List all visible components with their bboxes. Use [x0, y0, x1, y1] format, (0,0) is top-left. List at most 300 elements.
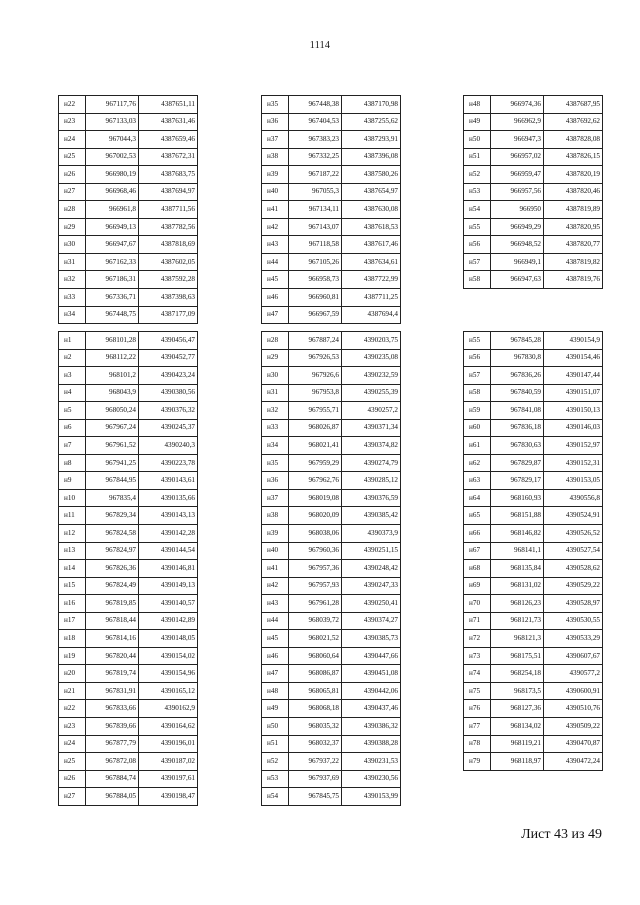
x-coordinate-cell: 967819,85 — [86, 595, 139, 613]
x-coordinate-cell: 967836,18 — [491, 419, 544, 437]
y-coordinate-cell: 4390533,29 — [544, 630, 603, 648]
x-coordinate-cell: 968101,2 — [86, 367, 139, 385]
point-id-cell: н79 — [464, 753, 491, 771]
y-coordinate-cell: 4390153,99 — [342, 788, 401, 806]
x-coordinate-cell: 967957,36 — [289, 560, 342, 578]
table-row — [59, 525, 198, 543]
point-id-cell: н50 — [262, 718, 289, 736]
x-coordinate-cell: 967818,44 — [86, 612, 139, 630]
point-id-cell: н23 — [59, 718, 86, 736]
point-id-cell: н7 — [59, 437, 86, 455]
y-coordinate-cell: 4390143,61 — [139, 472, 198, 490]
table-row — [262, 753, 401, 771]
y-coordinate-cell: 4390152,97 — [544, 437, 603, 455]
point-id-cell: н49 — [464, 113, 491, 131]
table-row — [464, 612, 603, 630]
point-id-cell: н60 — [464, 419, 491, 437]
x-coordinate-cell: 968135,84 — [491, 560, 544, 578]
point-id-cell: н51 — [464, 148, 491, 166]
table-row — [464, 682, 603, 700]
x-coordinate-cell: 967961,52 — [86, 437, 139, 455]
x-coordinate-cell: 966961,8 — [86, 201, 139, 219]
table-row — [59, 507, 198, 525]
y-coordinate-cell: 4387651,11 — [139, 96, 198, 114]
y-coordinate-cell: 4387826,15 — [544, 148, 603, 166]
table-row — [262, 542, 401, 560]
table-row — [464, 419, 603, 437]
y-coordinate-cell: 4387634,61 — [342, 253, 401, 271]
table-row — [262, 183, 401, 201]
point-id-cell: н28 — [59, 201, 86, 219]
x-coordinate-cell: 968039,72 — [289, 612, 342, 630]
y-coordinate-cell: 4390257,2 — [342, 402, 401, 420]
table-row — [59, 612, 198, 630]
y-coordinate-cell: 4390154,46 — [544, 349, 603, 367]
table-row — [262, 472, 401, 490]
y-coordinate-cell: 4387293,91 — [342, 131, 401, 149]
x-coordinate-cell: 967044,3 — [86, 131, 139, 149]
table-row — [59, 113, 198, 131]
y-coordinate-cell: 4390149,13 — [139, 577, 198, 595]
x-coordinate-cell: 967937,22 — [289, 753, 342, 771]
y-coordinate-cell: 4387820,46 — [544, 183, 603, 201]
table-row — [262, 419, 401, 437]
y-coordinate-cell: 4390196,01 — [139, 735, 198, 753]
point-id-cell: н25 — [59, 148, 86, 166]
table-row — [262, 577, 401, 595]
point-id-cell: н29 — [262, 349, 289, 367]
point-id-cell: н68 — [464, 560, 491, 578]
table-row — [59, 384, 198, 402]
point-id-cell: н40 — [262, 183, 289, 201]
table-row — [59, 454, 198, 472]
table-row — [464, 489, 603, 507]
y-coordinate-cell: 4387592,28 — [139, 271, 198, 289]
x-coordinate-cell: 967134,11 — [289, 201, 342, 219]
x-coordinate-cell: 967336,71 — [86, 289, 139, 307]
table-row — [262, 770, 401, 788]
y-coordinate-cell: 4387631,46 — [139, 113, 198, 131]
x-coordinate-cell: 968121,3 — [491, 630, 544, 648]
point-id-cell: н55 — [464, 218, 491, 236]
point-id-cell: н39 — [262, 166, 289, 184]
table-row — [464, 402, 603, 420]
point-id-cell: н35 — [262, 96, 289, 114]
point-id-cell: н4 — [59, 384, 86, 402]
table-row — [262, 560, 401, 578]
x-coordinate-cell: 968043,9 — [86, 384, 139, 402]
table-row — [59, 577, 198, 595]
x-coordinate-cell: 967824,58 — [86, 525, 139, 543]
x-coordinate-cell: 967332,25 — [289, 148, 342, 166]
x-coordinate-cell: 968068,18 — [289, 700, 342, 718]
y-coordinate-cell: 4390255,39 — [342, 384, 401, 402]
x-coordinate-cell: 967926,53 — [289, 349, 342, 367]
point-id-cell: н69 — [464, 577, 491, 595]
point-id-cell: н66 — [464, 525, 491, 543]
table-row — [464, 367, 603, 385]
y-coordinate-cell: 4390607,67 — [544, 647, 603, 665]
x-coordinate-cell: 968026,87 — [289, 419, 342, 437]
x-coordinate-cell: 968173,5 — [491, 682, 544, 700]
x-coordinate-cell: 968020,09 — [289, 507, 342, 525]
y-coordinate-cell: 4390528,62 — [544, 560, 603, 578]
table-row — [59, 788, 198, 806]
table-row — [59, 367, 198, 385]
table-row — [262, 612, 401, 630]
x-coordinate-cell: 968131,02 — [491, 577, 544, 595]
point-id-cell: н5 — [59, 402, 86, 420]
table-row — [59, 489, 198, 507]
x-coordinate-cell: 967840,59 — [491, 384, 544, 402]
y-coordinate-cell: 4387819,76 — [544, 271, 603, 289]
y-coordinate-cell: 4387692,62 — [544, 113, 603, 131]
table-row — [464, 148, 603, 166]
x-coordinate-cell: 967055,3 — [289, 183, 342, 201]
point-id-cell: н67 — [464, 542, 491, 560]
x-coordinate-cell: 967002,53 — [86, 148, 139, 166]
y-coordinate-cell: 4387711,56 — [139, 201, 198, 219]
x-coordinate-cell: 966949,29 — [491, 218, 544, 236]
point-id-cell: н28 — [262, 332, 289, 350]
y-coordinate-cell: 4390248,42 — [342, 560, 401, 578]
table-row — [59, 542, 198, 560]
table-row — [59, 665, 198, 683]
x-coordinate-cell: 967133,03 — [86, 113, 139, 131]
point-id-cell: н47 — [262, 306, 289, 324]
table-row — [59, 332, 198, 350]
table-row — [464, 735, 603, 753]
y-coordinate-cell: 4387618,53 — [342, 218, 401, 236]
x-coordinate-cell: 968086,87 — [289, 665, 342, 683]
y-coordinate-cell: 4390472,24 — [544, 753, 603, 771]
x-coordinate-cell: 967187,22 — [289, 166, 342, 184]
table-row — [59, 148, 198, 166]
point-id-cell: н10 — [59, 489, 86, 507]
table-row — [59, 682, 198, 700]
y-coordinate-cell: 4390146,03 — [544, 419, 603, 437]
y-coordinate-cell: 4390230,56 — [342, 770, 401, 788]
point-id-cell: н77 — [464, 718, 491, 736]
x-coordinate-cell: 968118,97 — [491, 753, 544, 771]
x-coordinate-cell: 967383,23 — [289, 131, 342, 149]
x-coordinate-cell: 968146,82 — [491, 525, 544, 543]
y-coordinate-cell: 4390240,3 — [139, 437, 198, 455]
table-row — [262, 665, 401, 683]
table-row — [464, 271, 603, 289]
coordinate-table-lower-right — [463, 331, 603, 771]
point-id-cell: н41 — [262, 201, 289, 219]
table-row — [464, 700, 603, 718]
x-coordinate-cell: 967448,38 — [289, 96, 342, 114]
table-row — [59, 236, 198, 254]
x-coordinate-cell: 968121,73 — [491, 612, 544, 630]
x-coordinate-cell: 968050,24 — [86, 402, 139, 420]
table-row — [464, 718, 603, 736]
y-coordinate-cell: 4390203,75 — [342, 332, 401, 350]
table-row — [59, 131, 198, 149]
point-id-cell: н62 — [464, 454, 491, 472]
y-coordinate-cell: 4390142,28 — [139, 525, 198, 543]
table-row — [464, 384, 603, 402]
point-id-cell: н19 — [59, 647, 86, 665]
point-id-cell: н29 — [59, 218, 86, 236]
table-row — [262, 332, 401, 350]
table-row — [59, 289, 198, 307]
x-coordinate-cell: 967887,24 — [289, 332, 342, 350]
y-coordinate-cell: 4390373,9 — [342, 525, 401, 543]
table-row — [59, 770, 198, 788]
point-id-cell: н23 — [59, 113, 86, 131]
table-row — [464, 507, 603, 525]
point-id-cell: н8 — [59, 454, 86, 472]
point-id-cell: н55 — [464, 332, 491, 350]
table-row — [464, 630, 603, 648]
x-coordinate-cell: 966962,9 — [491, 113, 544, 131]
y-coordinate-cell: 4387818,69 — [139, 236, 198, 254]
coordinate-table-upper-left — [58, 95, 198, 324]
x-coordinate-cell: 967117,76 — [86, 96, 139, 114]
point-id-cell: н50 — [464, 131, 491, 149]
point-id-cell: н22 — [59, 700, 86, 718]
table-row — [262, 682, 401, 700]
x-coordinate-cell: 966980,19 — [86, 166, 139, 184]
y-coordinate-cell: 4390530,55 — [544, 612, 603, 630]
y-coordinate-cell: 4390154,9 — [544, 332, 603, 350]
y-coordinate-cell: 4387711,25 — [342, 289, 401, 307]
point-id-cell: н53 — [464, 183, 491, 201]
point-id-cell: н56 — [464, 349, 491, 367]
table-row — [59, 753, 198, 771]
table-row — [262, 306, 401, 324]
point-id-cell: н75 — [464, 682, 491, 700]
x-coordinate-cell: 967819,74 — [86, 665, 139, 683]
point-id-cell: н45 — [262, 630, 289, 648]
x-coordinate-cell: 966959,47 — [491, 166, 544, 184]
y-coordinate-cell: 4390148,05 — [139, 630, 198, 648]
y-coordinate-cell: 4387398,63 — [139, 289, 198, 307]
x-coordinate-cell: 968160,93 — [491, 489, 544, 507]
x-coordinate-cell: 967967,24 — [86, 419, 139, 437]
y-coordinate-cell: 4387819,89 — [544, 201, 603, 219]
y-coordinate-cell: 4390374,27 — [342, 612, 401, 630]
x-coordinate-cell: 967937,69 — [289, 770, 342, 788]
table-row — [464, 201, 603, 219]
point-id-cell: н21 — [59, 682, 86, 700]
table-row — [464, 166, 603, 184]
x-coordinate-cell: 967143,07 — [289, 218, 342, 236]
x-coordinate-cell: 968035,32 — [289, 718, 342, 736]
table-row — [262, 271, 401, 289]
y-coordinate-cell: 4390556,8 — [544, 489, 603, 507]
table-row — [59, 472, 198, 490]
y-coordinate-cell: 4387580,26 — [342, 166, 401, 184]
y-coordinate-cell: 4390235,08 — [342, 349, 401, 367]
y-coordinate-cell: 4390143,13 — [139, 507, 198, 525]
point-id-cell: н36 — [262, 113, 289, 131]
table-row — [59, 560, 198, 578]
x-coordinate-cell: 967957,93 — [289, 577, 342, 595]
y-coordinate-cell: 4390274,79 — [342, 454, 401, 472]
table-row — [59, 595, 198, 613]
y-coordinate-cell: 4390374,82 — [342, 437, 401, 455]
y-coordinate-cell: 4390187,02 — [139, 753, 198, 771]
point-id-cell: н48 — [464, 96, 491, 114]
point-id-cell: н58 — [464, 271, 491, 289]
point-id-cell: н63 — [464, 472, 491, 490]
point-id-cell: н43 — [262, 595, 289, 613]
x-coordinate-cell: 967960,36 — [289, 542, 342, 560]
point-id-cell: н39 — [262, 525, 289, 543]
y-coordinate-cell: 4387654,97 — [342, 183, 401, 201]
x-coordinate-cell: 967877,79 — [86, 735, 139, 753]
x-coordinate-cell: 967845,28 — [491, 332, 544, 350]
y-coordinate-cell: 4390154,96 — [139, 665, 198, 683]
x-coordinate-cell: 968175,51 — [491, 647, 544, 665]
y-coordinate-cell: 4390150,13 — [544, 402, 603, 420]
point-id-cell: н12 — [59, 525, 86, 543]
y-coordinate-cell: 4390577,2 — [544, 665, 603, 683]
point-id-cell: н46 — [262, 647, 289, 665]
x-coordinate-cell: 966967,59 — [289, 306, 342, 324]
x-coordinate-cell: 967829,34 — [86, 507, 139, 525]
point-id-cell: н26 — [59, 770, 86, 788]
table-row — [59, 402, 198, 420]
y-coordinate-cell: 4390151,07 — [544, 384, 603, 402]
x-coordinate-cell: 967829,87 — [491, 454, 544, 472]
x-coordinate-cell: 966950 — [491, 201, 544, 219]
y-coordinate-cell: 4387828,08 — [544, 131, 603, 149]
point-id-cell: н73 — [464, 647, 491, 665]
x-coordinate-cell: 967118,58 — [289, 236, 342, 254]
point-id-cell: н30 — [59, 236, 86, 254]
y-coordinate-cell: 4390437,46 — [342, 700, 401, 718]
point-id-cell: н42 — [262, 577, 289, 595]
table-row — [464, 113, 603, 131]
y-coordinate-cell: 4390146,81 — [139, 560, 198, 578]
point-id-cell: н25 — [59, 753, 86, 771]
x-coordinate-cell: 967833,66 — [86, 700, 139, 718]
point-id-cell: н61 — [464, 437, 491, 455]
point-id-cell: н37 — [262, 489, 289, 507]
table-row — [59, 700, 198, 718]
y-coordinate-cell: 4387683,75 — [139, 166, 198, 184]
point-id-cell: н44 — [262, 253, 289, 271]
table-row — [464, 349, 603, 367]
x-coordinate-cell: 967872,08 — [86, 753, 139, 771]
table-row — [262, 507, 401, 525]
point-id-cell: н26 — [59, 166, 86, 184]
y-coordinate-cell: 4387602,05 — [139, 253, 198, 271]
y-coordinate-cell: 4390371,34 — [342, 419, 401, 437]
x-coordinate-cell: 967835,4 — [86, 489, 139, 507]
y-coordinate-cell: 4390451,08 — [342, 665, 401, 683]
point-id-cell: н70 — [464, 595, 491, 613]
point-id-cell: н38 — [262, 148, 289, 166]
x-coordinate-cell: 968019,08 — [289, 489, 342, 507]
x-coordinate-cell: 968038,06 — [289, 525, 342, 543]
x-coordinate-cell: 967926,6 — [289, 367, 342, 385]
x-coordinate-cell: 967841,08 — [491, 402, 544, 420]
y-coordinate-cell: 4387672,31 — [139, 148, 198, 166]
x-coordinate-cell: 968126,23 — [491, 595, 544, 613]
x-coordinate-cell: 967953,8 — [289, 384, 342, 402]
y-coordinate-cell: 4390250,41 — [342, 595, 401, 613]
y-coordinate-cell: 4390376,32 — [139, 402, 198, 420]
point-id-cell: н40 — [262, 542, 289, 560]
x-coordinate-cell: 967830,8 — [491, 349, 544, 367]
x-coordinate-cell: 967845,75 — [289, 788, 342, 806]
point-id-cell: н18 — [59, 630, 86, 648]
point-id-cell: н41 — [262, 560, 289, 578]
table-row — [464, 753, 603, 771]
table-row — [59, 349, 198, 367]
y-coordinate-cell: 4390165,12 — [139, 682, 198, 700]
x-coordinate-cell: 967839,66 — [86, 718, 139, 736]
point-id-cell: н34 — [262, 437, 289, 455]
y-coordinate-cell: 4387694,4 — [342, 306, 401, 324]
y-coordinate-cell: 4390285,12 — [342, 472, 401, 490]
coordinate-table-lower-left — [58, 331, 198, 806]
x-coordinate-cell: 968127,36 — [491, 700, 544, 718]
table-row — [262, 349, 401, 367]
point-id-cell: н13 — [59, 542, 86, 560]
table-row — [262, 289, 401, 307]
coordinate-table-upper-middle — [261, 95, 401, 324]
y-coordinate-cell: 4390198,47 — [139, 788, 198, 806]
y-coordinate-cell: 4387177,09 — [139, 306, 198, 324]
point-id-cell: н16 — [59, 595, 86, 613]
y-coordinate-cell: 4390245,37 — [139, 419, 198, 437]
coordinate-table-upper-right — [463, 95, 603, 289]
x-coordinate-cell: 968141,1 — [491, 542, 544, 560]
y-coordinate-cell: 4390140,57 — [139, 595, 198, 613]
point-id-cell: н56 — [464, 236, 491, 254]
table-row — [262, 454, 401, 472]
table-row — [59, 647, 198, 665]
point-id-cell: н2 — [59, 349, 86, 367]
y-coordinate-cell: 4390452,77 — [139, 349, 198, 367]
x-coordinate-cell: 967404,53 — [289, 113, 342, 131]
table-row — [59, 735, 198, 753]
point-id-cell: н3 — [59, 367, 86, 385]
point-id-cell: н76 — [464, 700, 491, 718]
point-id-cell: н44 — [262, 612, 289, 630]
point-id-cell: н54 — [464, 201, 491, 219]
table-row — [59, 183, 198, 201]
page-number: 1114 — [309, 40, 331, 51]
table-row — [464, 577, 603, 595]
coordinate-table-lower-middle — [261, 331, 401, 806]
y-coordinate-cell: 4390154,02 — [139, 647, 198, 665]
point-id-cell: н32 — [59, 271, 86, 289]
table-row — [262, 595, 401, 613]
table-row — [262, 700, 401, 718]
point-id-cell: н22 — [59, 96, 86, 114]
point-id-cell: н72 — [464, 630, 491, 648]
y-coordinate-cell: 4390470,87 — [544, 735, 603, 753]
x-coordinate-cell: 966947,63 — [491, 271, 544, 289]
x-coordinate-cell: 966960,81 — [289, 289, 342, 307]
y-coordinate-cell: 4390510,76 — [544, 700, 603, 718]
table-row — [59, 271, 198, 289]
table-row — [464, 454, 603, 472]
table-row — [262, 166, 401, 184]
point-id-cell: н35 — [262, 454, 289, 472]
x-coordinate-cell: 967824,97 — [86, 542, 139, 560]
y-coordinate-cell: 4390152,31 — [544, 454, 603, 472]
x-coordinate-cell: 967844,95 — [86, 472, 139, 490]
